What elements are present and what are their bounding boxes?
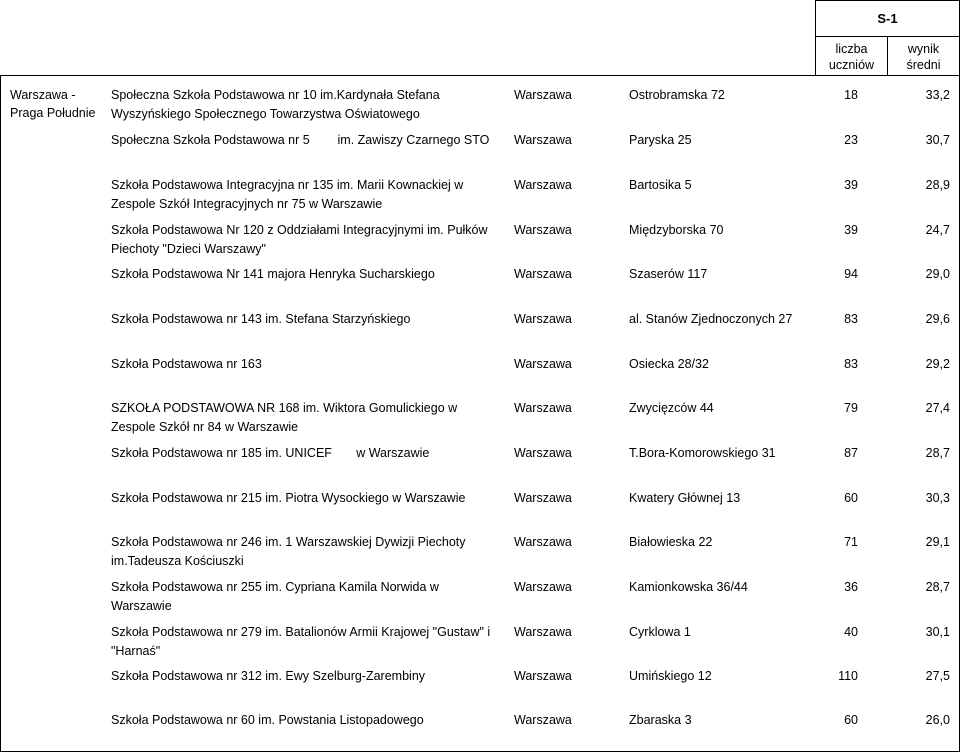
school-address: Kwatery Głównej 13	[629, 491, 741, 505]
table-row	[0, 489, 960, 529]
student-count: 83	[844, 357, 858, 371]
school-address: Szaserów 117	[629, 267, 708, 281]
table-row	[0, 265, 960, 305]
school-city: Warszawa	[514, 88, 572, 102]
student-count: 39	[844, 178, 858, 192]
student-count: 36	[844, 580, 858, 594]
average-column-header: wynik średni	[887, 36, 960, 76]
school-name: Szkoła Podstawowa nr 143 im. Stefana Starzyńskiego	[111, 312, 411, 326]
school-city: Warszawa	[514, 580, 572, 594]
school-city: Warszawa	[514, 133, 572, 147]
student-count: 79	[844, 401, 858, 415]
average-score: 28,9	[925, 178, 950, 192]
school-address: Bartosika 5	[629, 178, 692, 192]
district-label: Warszawa - Praga Południe	[10, 88, 96, 120]
average-score: 29,0	[925, 267, 950, 281]
school-name: Szkoła Podstawowa nr 215 im. Piotra Wysockiego w Warszawie	[111, 491, 466, 505]
sheet-code-header: S-1	[815, 0, 960, 37]
average-score: 26,0	[925, 713, 950, 727]
school-address: Międzyborska 70	[629, 223, 724, 237]
school-name: Szkoła Podstawowa Nr 120 z Oddziałami Integracyjnymi im. Pułków Piechoty "Dzieci Warszawy"	[111, 223, 488, 256]
table-row	[0, 667, 960, 707]
school-name: Społeczna Szkoła Podstawowa nr 10 im.Kardynała Stefana Wyszyńskiego Społecznego Towarzystwa Oświatowego	[111, 88, 440, 121]
school-name: Szkoła Podstawowa nr 246 im. 1 Warszawskiej Dywizji Piechoty im.Tadeusza Kościuszki	[111, 535, 466, 568]
school-address: Białowieska 22	[629, 535, 713, 549]
student-count: 110	[838, 669, 858, 683]
table-row	[0, 711, 960, 751]
school-name: Szkoła Podstawowa nr 312 im. Ewy Szelburg-Zarembiny	[111, 669, 426, 683]
table-row	[0, 221, 960, 261]
school-address: T.Bora-Komorowskiego 31	[629, 446, 776, 460]
school-city: Warszawa	[514, 223, 572, 237]
school-city: Warszawa	[514, 401, 572, 415]
school-city: Warszawa	[514, 178, 572, 192]
school-address: Ostrobramska 72	[629, 88, 725, 102]
student-count: 94	[844, 267, 858, 281]
school-address: Osiecka 28/32	[629, 357, 709, 371]
school-address: Kamionkowska 36/44	[629, 580, 748, 594]
school-city: Warszawa	[514, 491, 572, 505]
table-row	[0, 623, 960, 663]
table-row	[0, 176, 960, 216]
average-score: 28,7	[925, 446, 950, 460]
school-city: Warszawa	[514, 535, 572, 549]
table-row	[0, 399, 960, 439]
school-city: Warszawa	[514, 312, 572, 326]
school-city: Warszawa	[514, 267, 572, 281]
student-count: 18	[844, 88, 858, 102]
school-city: Warszawa	[514, 625, 572, 639]
student-count: 71	[844, 535, 858, 549]
school-name: Szkoła Podstawowa nr 255 im. Cypriana Kamila Norwida w Warszawie	[111, 580, 439, 613]
student-count: 23	[844, 133, 858, 147]
table-row	[0, 578, 960, 618]
table-row	[0, 444, 960, 484]
school-address: al. Stanów Zjednoczonych 27	[629, 312, 793, 326]
school-name: Szkoła Podstawowa Integracyjna nr 135 im. Marii Kownackiej w Zespole Szkół Integracyjnych nr 75 w Warszawie	[111, 178, 464, 211]
average-score: 33,2	[925, 88, 950, 102]
school-name: Szkoła Podstawowa nr 279 im. Batalionów Armii Krajowej "Gustaw" i "Harnaś"	[111, 625, 491, 658]
average-score: 29,1	[925, 535, 950, 549]
school-name: Szkoła Podstawowa nr 185 im. UNICEF w Warszawie	[111, 446, 430, 460]
student-count: 83	[844, 312, 858, 326]
school-name: Społeczna Szkoła Podstawowa nr 5 im. Zawiszy Czarnego STO	[111, 133, 490, 147]
school-name: SZKOŁA PODSTAWOWA NR 168 im. Wiktora Gomulickiego w Zespole Szkół nr 84 w Warszawie	[111, 401, 458, 434]
student-count: 40	[844, 625, 858, 639]
average-score: 30,1	[925, 625, 950, 639]
school-address: Zwycięzców 44	[629, 401, 714, 415]
average-score: 27,4	[925, 401, 950, 415]
student-count: 60	[844, 713, 858, 727]
table-row	[0, 310, 960, 350]
table-row	[0, 86, 960, 126]
school-city: Warszawa	[514, 713, 572, 727]
average-score: 24,7	[925, 223, 950, 237]
school-city: Warszawa	[514, 357, 572, 371]
average-score: 29,6	[925, 312, 950, 326]
table-row	[0, 131, 960, 171]
school-city: Warszawa	[514, 446, 572, 460]
school-name: Szkoła Podstawowa nr 60 im. Powstania Listopadowego	[111, 713, 424, 727]
school-name: Szkoła Podstawowa Nr 141 majora Henryka Sucharskiego	[111, 267, 435, 281]
average-score: 30,7	[925, 133, 950, 147]
student-count: 60	[844, 491, 858, 505]
table-row	[0, 355, 960, 395]
average-score: 29,2	[925, 357, 950, 371]
average-score: 28,7	[925, 580, 950, 594]
student-count: 39	[844, 223, 858, 237]
students-column-header: liczba uczniów	[815, 36, 888, 76]
school-address: Cyrklowa 1	[629, 625, 691, 639]
student-count: 87	[844, 446, 858, 460]
school-address: Umińskiego 12	[629, 669, 712, 683]
school-city: Warszawa	[514, 669, 572, 683]
average-score: 27,5	[925, 669, 950, 683]
table-row	[0, 533, 960, 573]
school-address: Paryska 25	[629, 133, 692, 147]
school-address: Zbaraska 3	[629, 713, 692, 727]
school-name: Szkoła Podstawowa nr 163	[111, 357, 262, 371]
average-score: 30,3	[925, 491, 950, 505]
